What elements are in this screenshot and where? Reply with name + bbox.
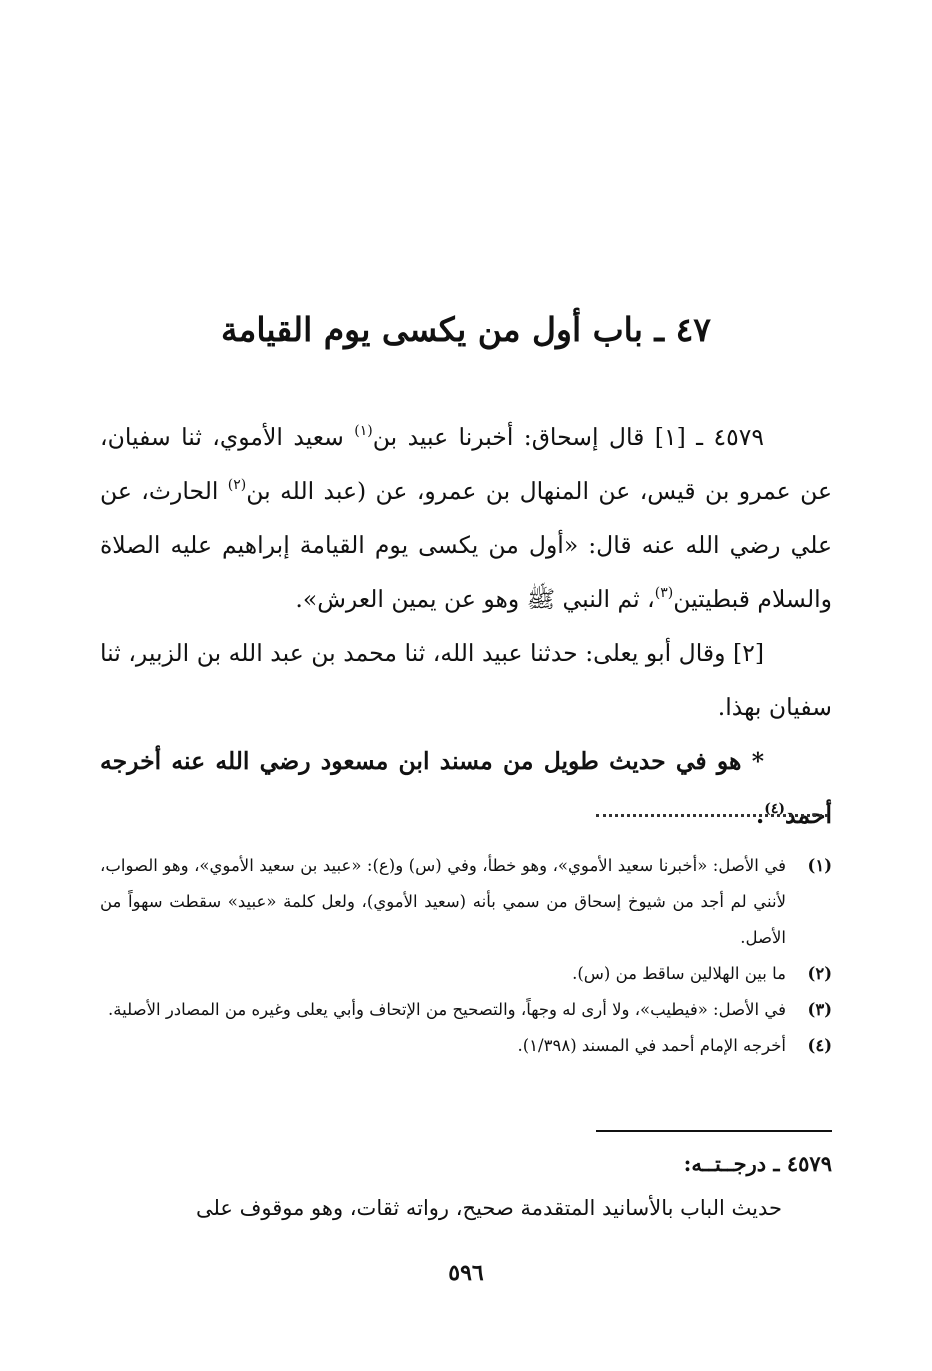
hadith-text: الحارث، عن علي رضي الله عنه قال: «أول من يكسى يوم القيامة إبراهيم عليه الصلاة والسلام قبطيتين — [100, 477, 832, 613]
hadith-text: سعيد الأموي، ثنا سفيان، عن عمرو بن قيس، عن المنهال بن عمرو، عن (عبد الله بن — [100, 423, 832, 505]
hadith-text: . — [756, 801, 765, 829]
hadith-paragraph-1 — [100, 410, 832, 626]
footnotes — [100, 848, 832, 1064]
footnote-item — [100, 848, 832, 956]
footnote-item — [100, 1028, 832, 1064]
footnote-text: ما بين الهلالين ساقط من (س). — [572, 964, 786, 983]
page-number: ٥٩٦ — [448, 1260, 484, 1286]
hadith-paragraph-2: [٢] وقال أبو يعلى: حدثنا عبيد الله، ثنا محمد بن عبد الله بن الزبير، ثنا سفيان بهذا. — [100, 639, 832, 721]
footnote-separator — [596, 814, 828, 817]
footnote-text: في الأصل: «أخبرنا سعيد الأموي»، وهو خطأ، وفي (س) و(ع): «عبيد بن سعيد الأموي»، وهو الصواب، لأنني لم أجد من شيوخ إسحاق من سمي بأنه (سعيد الأموي)، ولعل كلمة «عبيد» سقطت سهواً من الأصل. — [100, 856, 786, 947]
footnote-text: في الأصل: «فيطيب»، ولا أرى له وجهاً، والتصحيح من الإتحاف وأبي يعلى وغيره من المصادر الأصلية. — [108, 1000, 786, 1019]
footnote-ref-2: (٢) — [227, 477, 247, 493]
hadith-body — [100, 410, 832, 842]
footnote-number: (٣) — [807, 1000, 832, 1019]
footnote-number: (٤) — [807, 1036, 832, 1055]
grade-heading: ٤٥٧٩ ـ درجــتــه: — [683, 1151, 832, 1176]
footnote-ref-3: (٣) — [654, 585, 674, 601]
hadith-text: * هو في حديث طويل من مسند ابن مسعود رضي الله عنه أخرجه أحمد — [100, 747, 832, 829]
footnote-number: (١) — [807, 856, 832, 875]
footnote-ref-4: (٤) — [764, 801, 786, 817]
footnote-number: (٢) — [807, 964, 832, 983]
footnote-item — [100, 992, 832, 1028]
hadith-text: ٤٥٧٩ ـ [١] قال إسحاق: أخبرنا عبيد بن — [372, 423, 764, 451]
section-divider — [596, 1130, 832, 1132]
hadith-text: ، ثم النبي ﷺ وهو عن يمين العرش». — [295, 585, 655, 613]
grade-text: حديث الباب بالأسانيد المتقدمة صحيح، رواته ثقات، وهو موقوف على — [195, 1196, 782, 1220]
chapter-title: ٤٧ ـ باب أول من يكسى يوم القيامة — [220, 310, 712, 349]
footnote-text: أخرجه الإمام أحمد في المسند (١/٣٩٨). — [517, 1036, 786, 1055]
footnote-item — [100, 956, 832, 992]
footnote-ref-1: (١) — [354, 423, 373, 439]
hadith-paragraph-3 — [100, 734, 832, 842]
